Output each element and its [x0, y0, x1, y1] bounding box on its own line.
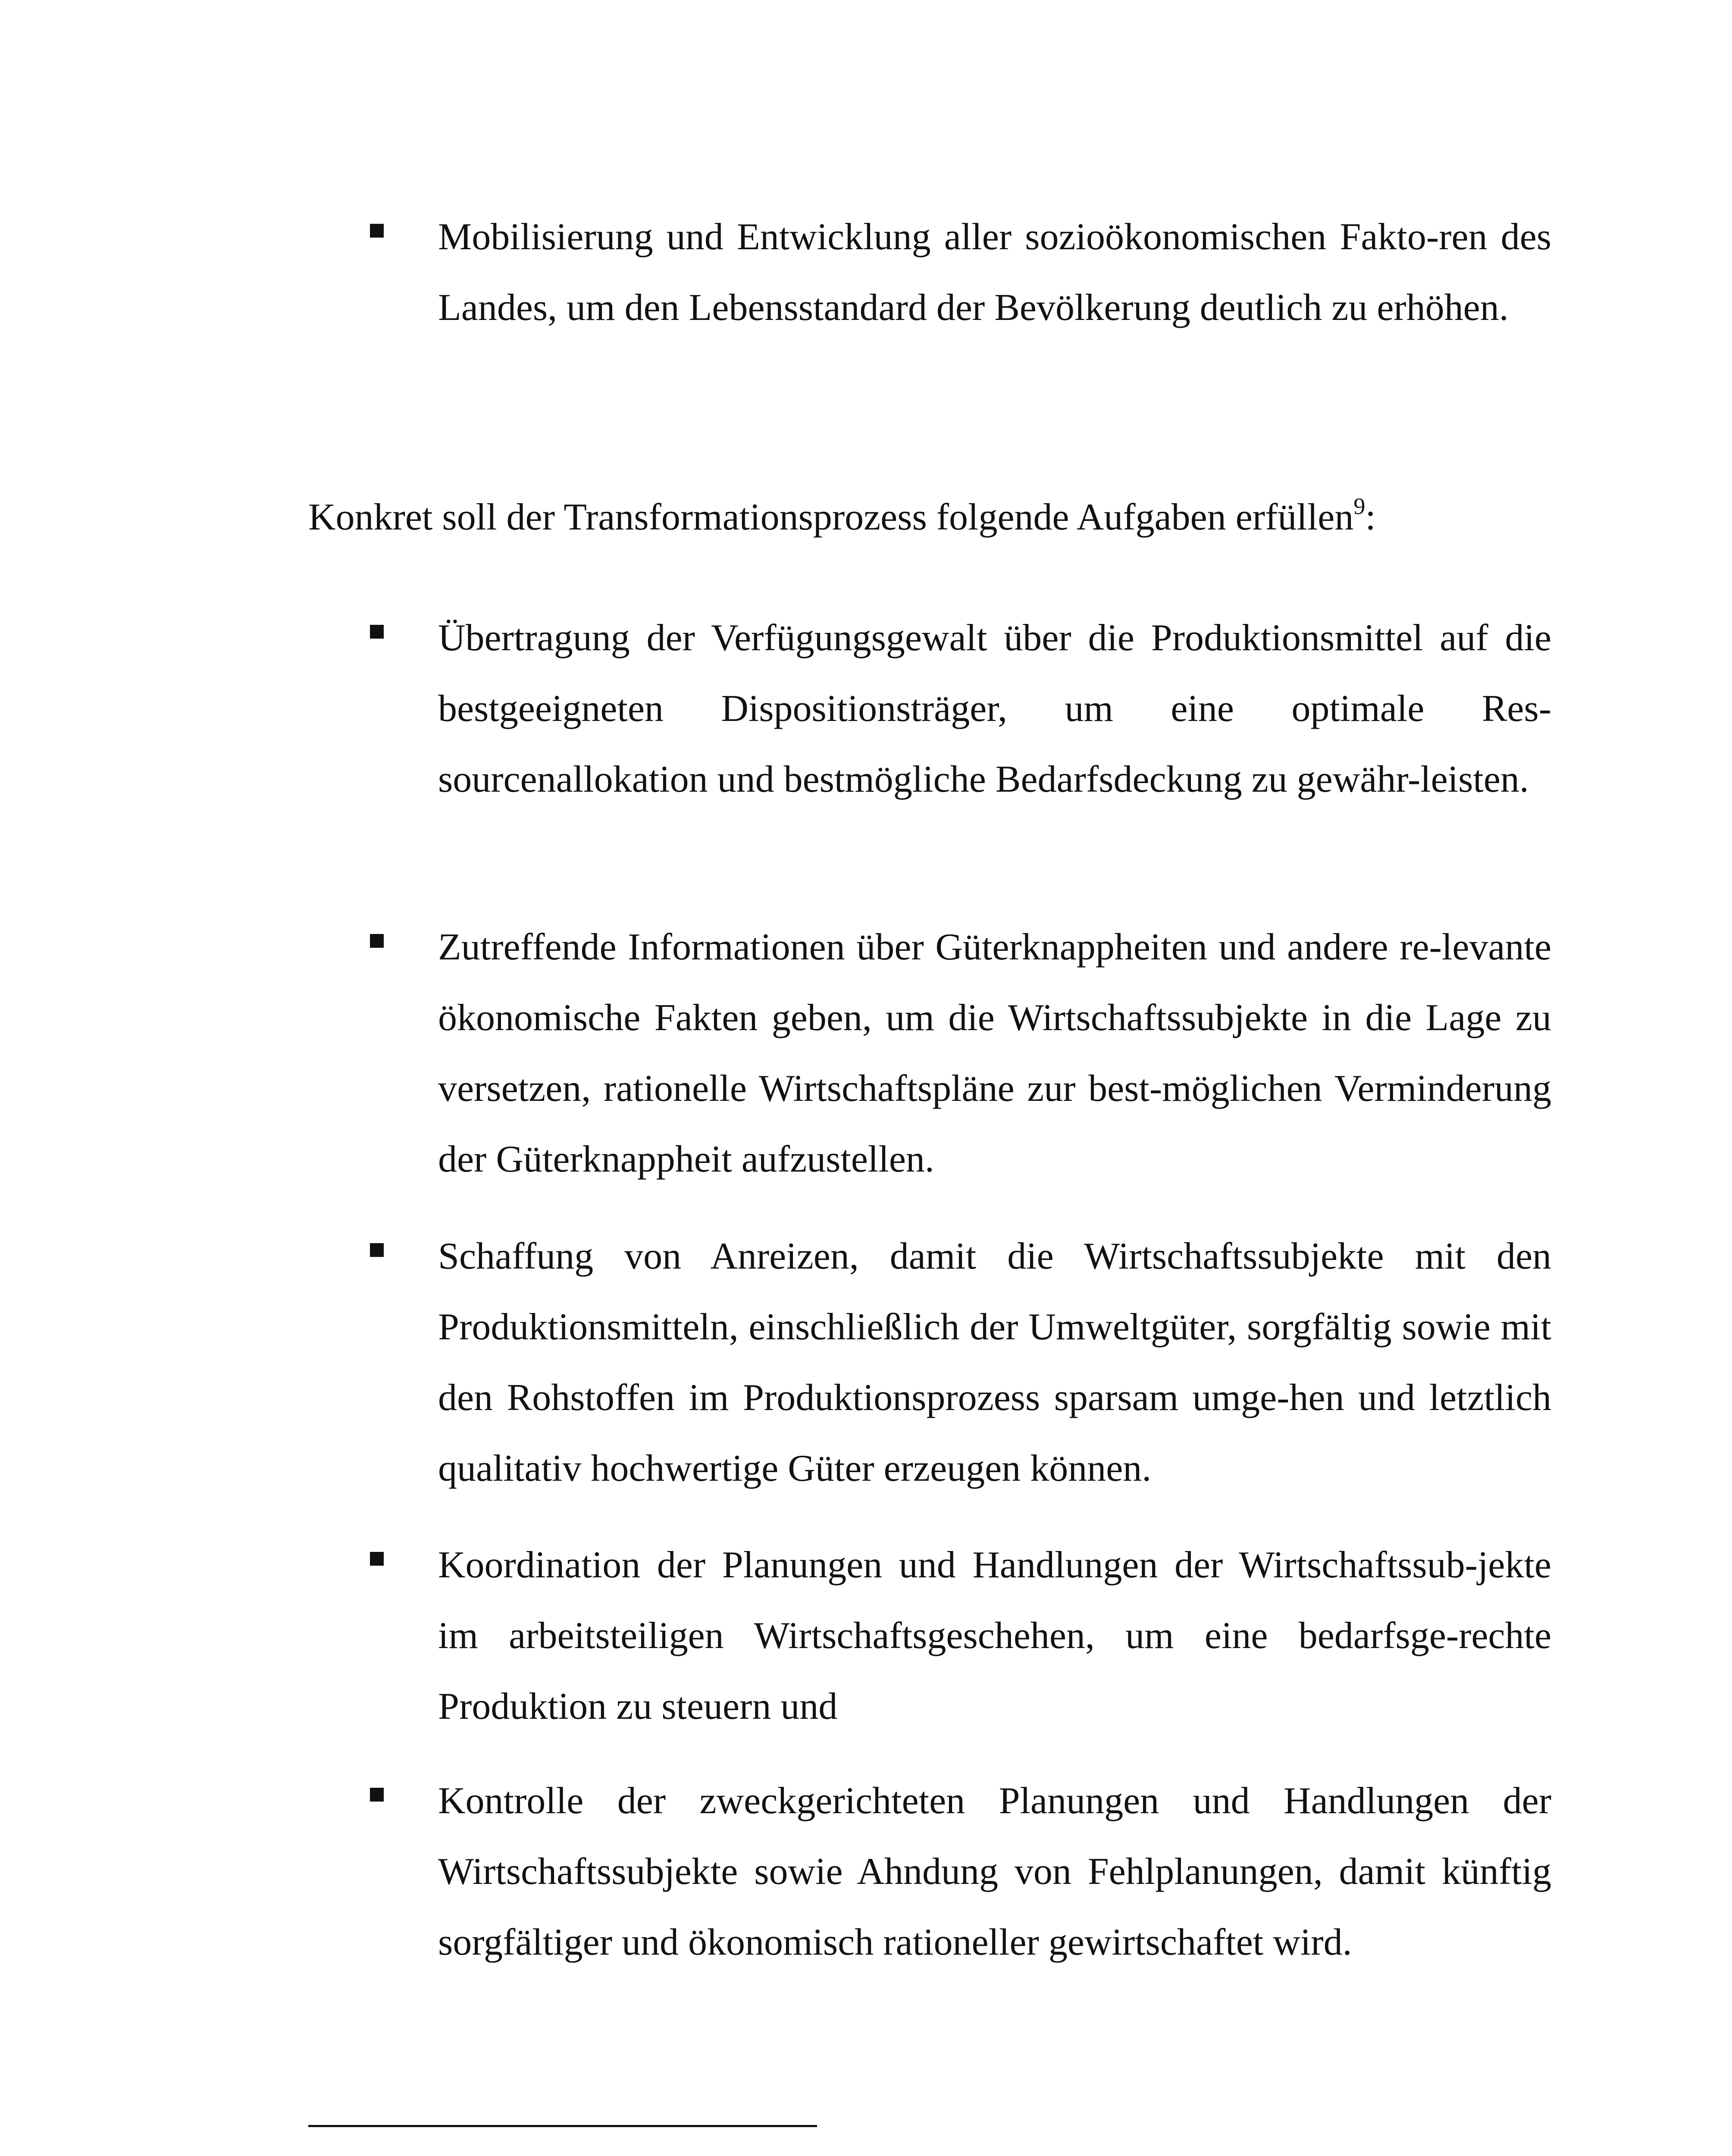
list-item-text: Mobilisierung und Entwicklung aller sozioökonomischen Fakto-ren des Landes, um den Lebensstandard der Bevölkerung deutlich zu erhöhen. — [438, 216, 1551, 329]
list-item — [370, 1221, 1551, 1506]
square-bullet-icon — [370, 224, 384, 238]
list-item-text: Zutreffende Informationen über Güterknappheiten und andere re-levante ökonomische Fakten geben, um die Wirtschaftssubjekte in die Lage zu versetzen, rationelle Wirtschaftspläne zur best-möglichen Verminderung der Güterknappheit aufzustellen. — [438, 926, 1551, 1180]
list-item-text: Kontrolle der zweckgerichteten Planungen und Handlungen der Wirtschaftssubjekte sowie Ahndung von Fehlplanungen, damit künftig sorgfältiger und ökonomisch rationeller gewirtschaftet wird. — [438, 1780, 1551, 1963]
list-item — [370, 202, 1551, 426]
square-bullet-icon — [370, 1243, 384, 1257]
list-item — [370, 1530, 1551, 1745]
intro-suffix: : — [1365, 496, 1376, 538]
square-bullet-icon — [370, 1788, 384, 1802]
list-item — [370, 603, 1551, 887]
list-item-text: Schaffung von Anreizen, damit die Wirtschaftssubjekte mit den Produktionsmitteln, einschließlich der Umweltgüter, sorgfältig sowie mit den Rohstoffen im Produktionsprozess sparsam umge-hen und letztlich qualitativ hochwertige Güter erzeugen können. — [438, 1235, 1551, 1489]
intro-paragraph — [308, 482, 1551, 553]
list-item-text: Koordination der Planungen und Handlungen der Wirtschaftssub-jekte im arbeitsteiligen Wirtschaftsgeschehen, um eine bedarfsge-rechte Produktion zu steuern und — [438, 1544, 1551, 1727]
list-item — [370, 912, 1551, 1197]
list-item — [370, 1766, 1551, 2050]
square-bullet-icon — [370, 934, 384, 948]
square-bullet-icon — [370, 625, 384, 639]
intro-text: Konkret soll der Transformationsprozess folgende Aufgaben erfüllen — [308, 496, 1354, 538]
footnote-divider — [308, 2125, 817, 2127]
square-bullet-icon — [370, 1552, 384, 1566]
footnote-reference: 9 — [1353, 493, 1366, 519]
list-item-text: Übertragung der Verfügungsgewalt über die Produktionsmittel auf die bestgeeigneten Dispositionsträger, um eine optimale Res-sourcenallokation und bestmögliche Bedarfsdeckung zu gewähr-leisten. — [438, 617, 1551, 800]
